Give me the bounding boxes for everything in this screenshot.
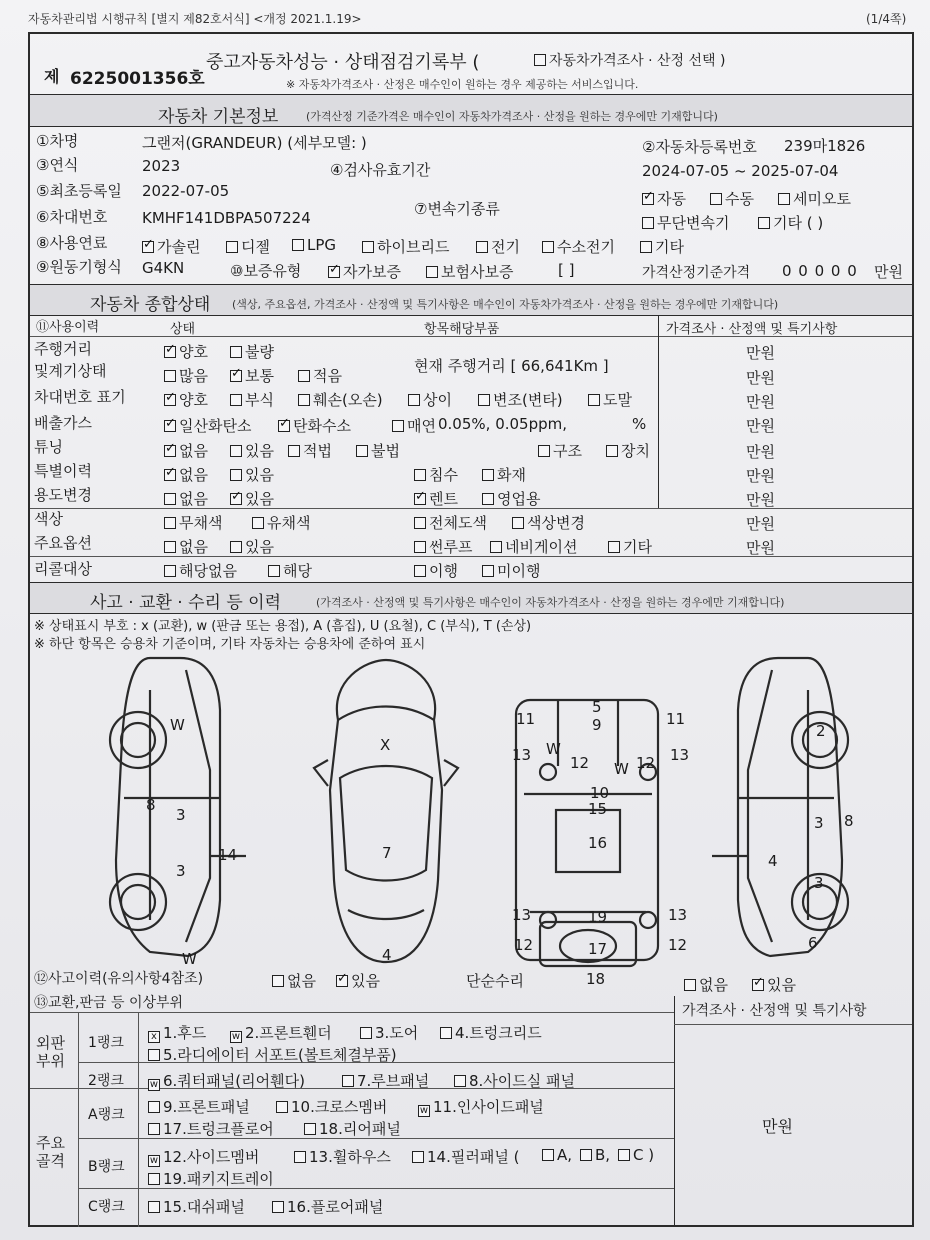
vin-smeared[interactable]: 도말 [588, 389, 632, 410]
tuning-legal[interactable]: 적법 [288, 440, 332, 461]
recall-none[interactable]: 해당없음 [164, 560, 237, 581]
part-front-fender[interactable]: w 2.프론트휀더 [231, 1024, 332, 1042]
simple-repair-none[interactable]: 없음 [684, 974, 728, 995]
checkbox[interactable] [360, 1027, 372, 1039]
right-mark-2: 2 [816, 722, 826, 740]
checkbox[interactable] [148, 1123, 160, 1135]
emission-percent: % [632, 415, 647, 433]
rank-a: A랭크 [88, 1107, 125, 1123]
part-hood[interactable]: x 1.후드 [148, 1022, 206, 1043]
fuel-diesel[interactable]: 디젤 [226, 236, 270, 257]
status-label-color: 색상 [34, 510, 63, 528]
rank-1: 1랭크 [88, 1035, 124, 1051]
won-options: 만원 [746, 539, 775, 557]
under-mark-13b: 13 [670, 746, 690, 764]
part-floor-panel[interactable]: 16.플로어패널 [272, 1196, 383, 1217]
emission-values: 0.05%, 0.05ppm, [438, 415, 568, 433]
part-side-sill[interactable]: 8.사이드실 패널 [454, 1070, 575, 1091]
part-trunk-floor[interactable]: 17.트렁크플로어 [148, 1118, 274, 1139]
checkbox[interactable] [476, 241, 488, 253]
fuel-hydrogen[interactable]: 수소전기 [542, 236, 615, 257]
checkbox[interactable] [278, 420, 290, 432]
checkbox[interactable] [392, 420, 404, 432]
checkbox[interactable] [412, 1151, 424, 1163]
transmission-cvt[interactable]: 무단변속기 [642, 212, 729, 233]
checkbox[interactable] [164, 394, 176, 406]
basic-info-heading: 자동차 기본정보 [158, 107, 279, 127]
checkbox[interactable] [606, 445, 618, 457]
inspection-label: ④검사유효기간 [330, 161, 431, 179]
form-frame [28, 32, 914, 1227]
emission-hc[interactable]: ✓ 탄화수소 [278, 415, 351, 436]
part-quarter-panel[interactable]: w 6.쿼터패널(리어휀다) [149, 1072, 305, 1090]
under-mark-17: 17 [588, 940, 608, 958]
checkbox[interactable]: w [149, 1155, 159, 1166]
under-mark-13a: 13 [512, 746, 532, 764]
part-package-tray[interactable]: 19.패키지트레이 [148, 1168, 274, 1189]
special-flood[interactable]: 침수 [414, 464, 458, 485]
accident-heading: 사고 · 교환 · 수리 등 이력 [90, 593, 282, 613]
checkbox[interactable] [414, 517, 426, 529]
page-number: (1/4쪽) [866, 12, 907, 26]
checkbox[interactable] [414, 493, 426, 505]
vin-good[interactable]: ✓ 양호 [164, 389, 208, 410]
won-usage-change: 만원 [746, 491, 775, 509]
under-mark-12c: 12 [514, 936, 534, 954]
history-label: ⑫사고이력(유의사항4참조) [34, 971, 204, 987]
part-side-member[interactable]: w 12.사이드멤버 [149, 1148, 260, 1166]
checkbox[interactable] [440, 1027, 452, 1039]
checkbox[interactable] [298, 370, 310, 382]
checkbox[interactable] [752, 979, 764, 991]
under-mark-18: 18 [586, 970, 606, 988]
part-rear-panel[interactable]: 18.리어패널 [304, 1118, 401, 1139]
price-col-header: 가격조사 · 산정액 및 특기사항 [666, 322, 838, 337]
checkbox[interactable] [272, 975, 284, 987]
left-mark-6: W [182, 950, 197, 968]
under-mark-11a: 11 [516, 710, 536, 728]
fuel-hybrid[interactable]: 하이브리드 [362, 236, 449, 257]
gauge-few[interactable]: 적음 [298, 365, 342, 386]
checkbox[interactable] [304, 1123, 316, 1135]
under-mark-w1: W [546, 740, 561, 758]
price-service-checkbox[interactable] [534, 54, 546, 66]
checkbox[interactable]: w [149, 1079, 159, 1090]
usage-change-none[interactable]: 없음 [164, 488, 208, 509]
checkbox[interactable] [642, 193, 654, 205]
status-label-options: 주요옵션 [34, 534, 92, 552]
fuel-label: ⑧사용연료 [36, 234, 108, 252]
warranty-self[interactable]: ✓ 자가보증 [328, 261, 401, 282]
vin-value: KMHF141DBPA507224 [142, 209, 311, 227]
vin-corrosion[interactable]: 부식 [230, 389, 274, 410]
checkbox[interactable] [542, 241, 554, 253]
under-mark-12b: 12 [636, 754, 656, 772]
warranty-insurer[interactable]: 보험사보증 [426, 261, 513, 282]
mileage-good[interactable]: ✓ 양호 [164, 341, 208, 362]
fuel-other[interactable]: 기타 [640, 236, 684, 257]
status-note: (색상, 주요옵션, 가격조사 · 산정액 및 특기사항은 매수인이 자동차가격조사 · 산정을 원하는 경우에만 기재합니다) [232, 298, 779, 311]
checkbox[interactable] [618, 1149, 630, 1161]
checkbox[interactable] [148, 1049, 160, 1061]
status-label-vin: 차대번호 표기 [34, 388, 126, 406]
left-mark-5: 14 [218, 846, 238, 864]
checkbox[interactable] [230, 346, 242, 358]
under-mark-10: 10 [590, 784, 610, 802]
status-label-emission: 배출가스 [34, 414, 92, 432]
left-mark-3: 3 [176, 806, 186, 824]
part-wheel-house[interactable]: 13.휠하우스 [294, 1146, 391, 1167]
part-trunk-lid[interactable]: 4.트렁크리드 [440, 1022, 542, 1043]
emission-co[interactable]: ✓ 일산화탄소 [164, 415, 251, 436]
status-label-special: 특별이력 [34, 462, 92, 480]
doc-number-prefix: 제 [44, 67, 60, 86]
status-label-recall: 리콜대상 [34, 560, 92, 578]
status-label-mileage: 주행거리 [34, 340, 92, 358]
car-name-label: ①차명 [36, 132, 79, 150]
checkbox[interactable] [758, 217, 770, 229]
checkbox[interactable] [642, 217, 654, 229]
history-yes[interactable]: ✓ 있음 [336, 970, 380, 991]
checkbox[interactable] [408, 394, 420, 406]
parts-price-won: 만원 [762, 1117, 793, 1136]
won-color: 만원 [746, 515, 775, 533]
checkbox[interactable] [414, 469, 426, 481]
recall-not-done[interactable]: 미이행 [482, 560, 540, 581]
checkbox[interactable] [164, 370, 176, 382]
checkbox[interactable] [336, 975, 348, 987]
checkbox[interactable] [164, 493, 176, 505]
basic-info-note: (가격산정 기준가격은 매수인이 자동차가격조사 · 산정을 원하는 경우에만 기재합니다) [306, 110, 718, 123]
checkbox[interactable] [230, 469, 242, 481]
checkbox[interactable] [482, 565, 494, 577]
inspection-period: 2024-07-05 ~ 2025-07-04 [642, 162, 839, 180]
form-subtitle: ※ 자동차가격조사 · 산정은 매수인이 원하는 경우 제공하는 서비스입니다. [286, 78, 639, 91]
fuel-gasoline[interactable]: ✓ 가솔린 [142, 236, 200, 257]
won-mileage: 만원 [746, 344, 775, 362]
under-mark-5: 5 [592, 698, 602, 716]
checkbox[interactable] [230, 493, 242, 505]
under-mark-15: 15 [588, 800, 608, 818]
tuning-structure[interactable]: 구조 [538, 440, 582, 461]
checkbox[interactable] [230, 370, 242, 382]
regulation-reference: 자동차관리법 시행규칙 [별지 제82호서식] <개정 2021.1.19> [28, 12, 362, 26]
options-other[interactable]: 기타 [608, 536, 652, 557]
under-mark-16: 16 [588, 834, 608, 852]
special-none[interactable]: ✓ 없음 [164, 464, 208, 485]
right-mark-4: 4 [768, 852, 778, 870]
checkbox[interactable]: w [231, 1031, 241, 1042]
price-base-unit: 만원 [874, 263, 903, 281]
simple-repair-yes[interactable]: ✓ 있음 [752, 974, 796, 995]
parts-price-header: 가격조사 · 산정액 및 특기사항 [682, 1003, 867, 1019]
checkbox[interactable] [164, 565, 176, 577]
checkbox[interactable] [710, 193, 722, 205]
under-mark-13d: 13 [668, 906, 688, 924]
checkbox[interactable] [164, 445, 176, 457]
checkbox[interactable] [142, 241, 154, 253]
first-reg-label: ⑤최초등록일 [36, 182, 122, 200]
special-yes[interactable]: 있음 [230, 464, 274, 485]
won-vin: 만원 [746, 393, 775, 411]
top-mark-2: 7 [382, 844, 392, 862]
color-full-paint[interactable]: 전체도색 [414, 512, 487, 533]
rank-b: B랭크 [88, 1159, 125, 1175]
won-emission: 만원 [746, 417, 775, 435]
checkbox[interactable] [482, 469, 494, 481]
left-mark-4: 3 [176, 862, 186, 880]
transmission-auto[interactable]: ✓자동 [642, 188, 686, 209]
legend-symbols: ※ 상태표시 부호 : x (교환), w (판금 또는 용접), A (흠집), U (요철), C (부식), T (손상) [34, 619, 532, 634]
warranty-label: ⑩보증유형 [230, 262, 302, 280]
top-view [314, 660, 458, 962]
checkbox[interactable] [414, 565, 426, 577]
transmission-manual[interactable]: 수동 [710, 188, 754, 209]
doc-number: 6225001356호 [70, 69, 205, 89]
right-mark-6: 6 [808, 934, 818, 952]
checkbox[interactable] [226, 241, 238, 253]
checkbox[interactable] [482, 493, 494, 505]
under-mark-w2: W [614, 760, 629, 778]
rank-c: C랭크 [88, 1199, 125, 1215]
vin-damage[interactable]: 훼손(오손) [298, 389, 383, 410]
history-none[interactable]: 없음 [272, 970, 316, 991]
fuel-lpg[interactable]: LPG [292, 236, 336, 254]
checkbox[interactable]: w [419, 1105, 429, 1116]
left-mark-1: W [170, 716, 185, 734]
checkbox[interactable] [268, 565, 280, 577]
recall-applicable[interactable]: 해당 [268, 560, 312, 581]
status-heading: 자동차 종합상태 [90, 295, 211, 315]
checkbox[interactable] [342, 1075, 354, 1087]
checkbox[interactable] [328, 266, 340, 278]
pillar-c[interactable]: C ) [618, 1146, 654, 1164]
tuning-illegal[interactable]: 불법 [356, 440, 400, 461]
parts-label: ⑬교환,판금 등 이상부위 [34, 995, 184, 1011]
checkbox[interactable] [230, 445, 242, 457]
items-col-header: 항목해당부품 [424, 322, 500, 337]
under-mark-9: 9 [592, 716, 602, 734]
engine-value: G4KN [142, 259, 185, 277]
right-mark-3a: 3 [814, 814, 824, 832]
checkbox[interactable] [454, 1075, 466, 1087]
usage-change-rent[interactable]: ✓ 렌트 [414, 488, 458, 509]
checkbox[interactable] [230, 394, 242, 406]
gauge-normal[interactable]: ✓ 보통 [230, 365, 274, 386]
top-mark-1: X [380, 736, 391, 754]
right-mark-3b: 3 [814, 874, 824, 892]
odometer-reading: 현재 주행거리 [ 66,641Km ] [414, 357, 609, 375]
checkbox[interactable] [414, 541, 426, 553]
checkbox[interactable] [588, 394, 600, 406]
right-side-view [712, 658, 848, 956]
options-navigation[interactable]: 네비게이션 [490, 536, 577, 557]
usage-change-yes[interactable]: ✓ 있음 [230, 488, 274, 509]
car-name-value: 그랜저(GRANDEUR) (세부모델: ) [142, 134, 367, 152]
checkbox[interactable] [276, 1101, 288, 1113]
frame-label: 주요 골격 [36, 1134, 65, 1170]
form-title: 중고자동차성능 · 상태점검기록부 ( [206, 52, 480, 73]
special-fire[interactable]: 화재 [482, 464, 526, 485]
checkbox[interactable] [684, 979, 696, 991]
first-reg-value: 2022-07-05 [142, 182, 230, 200]
checkbox[interactable] [164, 420, 176, 432]
gauge-many[interactable]: 많음 [164, 365, 208, 386]
vin-label: ⑥차대번호 [36, 208, 108, 226]
warranty-bracket: [ ] [558, 261, 575, 279]
under-mark-11b: 11 [666, 710, 686, 728]
usage-change-business[interactable]: 영업용 [482, 488, 540, 509]
checkbox[interactable] [164, 517, 176, 529]
fuel-electric[interactable]: 전기 [476, 236, 520, 257]
transmission-semi-auto[interactable]: 세미오토 [778, 188, 851, 209]
part-radiator-support[interactable]: 5.라디에이터 서포트(볼트체결부품) [148, 1044, 397, 1065]
checkbox[interactable] [298, 394, 310, 406]
checkbox[interactable] [640, 241, 652, 253]
checkbox[interactable] [356, 445, 368, 457]
part-door[interactable]: 3.도어 [360, 1022, 418, 1043]
exterior-label: 외판 부위 [36, 1034, 65, 1070]
transmission-other[interactable]: 기타 ( ) [758, 212, 823, 233]
checkbox[interactable] [512, 517, 524, 529]
under-mark-13c: 13 [512, 906, 532, 924]
checkbox[interactable] [580, 1149, 592, 1161]
pillar-a[interactable]: A, [542, 1146, 572, 1164]
emission-smoke[interactable]: 매연 [392, 415, 436, 436]
checkbox[interactable] [164, 541, 176, 553]
price-service-label: 자동차가격조사 · 산정 선택 ) [549, 53, 726, 69]
mileage-bad[interactable]: 불량 [230, 341, 274, 362]
won-gauge: 만원 [746, 369, 775, 387]
color-achromatic[interactable]: 무채색 [164, 512, 222, 533]
status-label-usage-change: 용도변경 [34, 486, 92, 504]
vin-altered[interactable]: 변조(변타) [478, 389, 563, 410]
checkbox[interactable] [288, 445, 300, 457]
engine-label: ⑨원동기형식 [36, 258, 122, 276]
checkbox[interactable] [778, 193, 790, 205]
year-value: 2023 [142, 157, 181, 175]
accident-note: (가격조사 · 산정액 및 특기사항은 매수인이 자동차가격조사 · 산정을 원하는 경우에만 기재합니다) [316, 596, 785, 609]
checkbox[interactable] [272, 1201, 284, 1213]
checkbox[interactable] [542, 1149, 554, 1161]
status-label-tuning: 튜닝 [34, 438, 63, 456]
tuning-yes[interactable]: 있음 [230, 440, 274, 461]
state-col-header: 상태 [170, 322, 196, 337]
rank-2: 2랭크 [88, 1073, 124, 1089]
pillar-b[interactable]: B, [580, 1146, 610, 1164]
checkbox[interactable] [426, 266, 438, 278]
checkbox[interactable] [294, 1151, 306, 1163]
under-mark-19: 19 [588, 908, 608, 926]
options-none[interactable]: 없음 [164, 536, 208, 557]
color-change[interactable]: 색상변경 [512, 512, 585, 533]
part-roof-panel[interactable]: 7.루브패널 [342, 1070, 429, 1091]
recall-done[interactable]: 이행 [414, 560, 458, 581]
color-chromatic[interactable]: 유채색 [252, 512, 310, 533]
part-front-panel[interactable]: 9.프론트패널 [148, 1096, 250, 1117]
checkbox[interactable] [292, 239, 304, 251]
tuning-none[interactable]: ✓ 없음 [164, 440, 208, 461]
part-inside-panel[interactable]: w 11.인사이드패널 [419, 1098, 544, 1116]
checkbox[interactable] [148, 1173, 160, 1185]
usage-col-header: ⑪사용이력 [36, 320, 100, 335]
reg-no-value: 239마1826 [784, 137, 866, 155]
price-base-label: 가격산정기준가격 [642, 265, 751, 281]
checkbox[interactable] [362, 241, 374, 253]
checkbox[interactable] [230, 541, 242, 553]
price-service-option[interactable] [534, 50, 725, 70]
top-mark-3: 4 [382, 946, 392, 964]
part-pillar-panel[interactable]: 14.필러패널 ( [412, 1146, 519, 1167]
transmission-label: ⑦변속기종류 [414, 200, 500, 218]
simple-repair-label: 단순수리 [466, 972, 524, 990]
checkbox[interactable] [148, 1201, 160, 1213]
price-base-value: 0 0 0 0 0 [782, 262, 858, 280]
left-mark-2: 8 [146, 796, 156, 814]
reg-no-label: ②자동차등록번호 [642, 138, 757, 156]
options-yes[interactable]: 있음 [230, 536, 274, 557]
under-mark-12d: 12 [668, 936, 688, 954]
underbody-view [516, 700, 658, 966]
checkbox[interactable] [148, 1101, 160, 1113]
tuning-device[interactable]: 장치 [606, 440, 650, 461]
status-label-gauge: 및계기상태 [34, 362, 107, 380]
checkbox[interactable] [164, 346, 176, 358]
won-tuning: 만원 [746, 443, 775, 461]
checkbox[interactable] [252, 517, 264, 529]
won-special: 만원 [746, 467, 775, 485]
checkbox[interactable] [538, 445, 550, 457]
year-label: ③연식 [36, 156, 79, 174]
right-mark-8: 8 [844, 812, 854, 830]
vin-mismatch[interactable]: 상이 [408, 389, 452, 410]
checkbox[interactable] [608, 541, 620, 553]
checkbox[interactable] [490, 541, 502, 553]
part-dash-panel[interactable]: 15.대쉬패널 [148, 1196, 245, 1217]
part-cross-member[interactable]: 10.크로스멤버 [276, 1096, 387, 1117]
options-sunroof[interactable]: 썬루프 [414, 536, 472, 557]
legend-note: ※ 하단 항목은 승용차 기준이며, 기타 자동차는 승용차에 준하여 표시 [34, 637, 426, 652]
checkbox[interactable]: x [148, 1031, 160, 1043]
under-mark-12a: 12 [570, 754, 590, 772]
checkbox[interactable] [478, 394, 490, 406]
checkbox[interactable] [164, 469, 176, 481]
